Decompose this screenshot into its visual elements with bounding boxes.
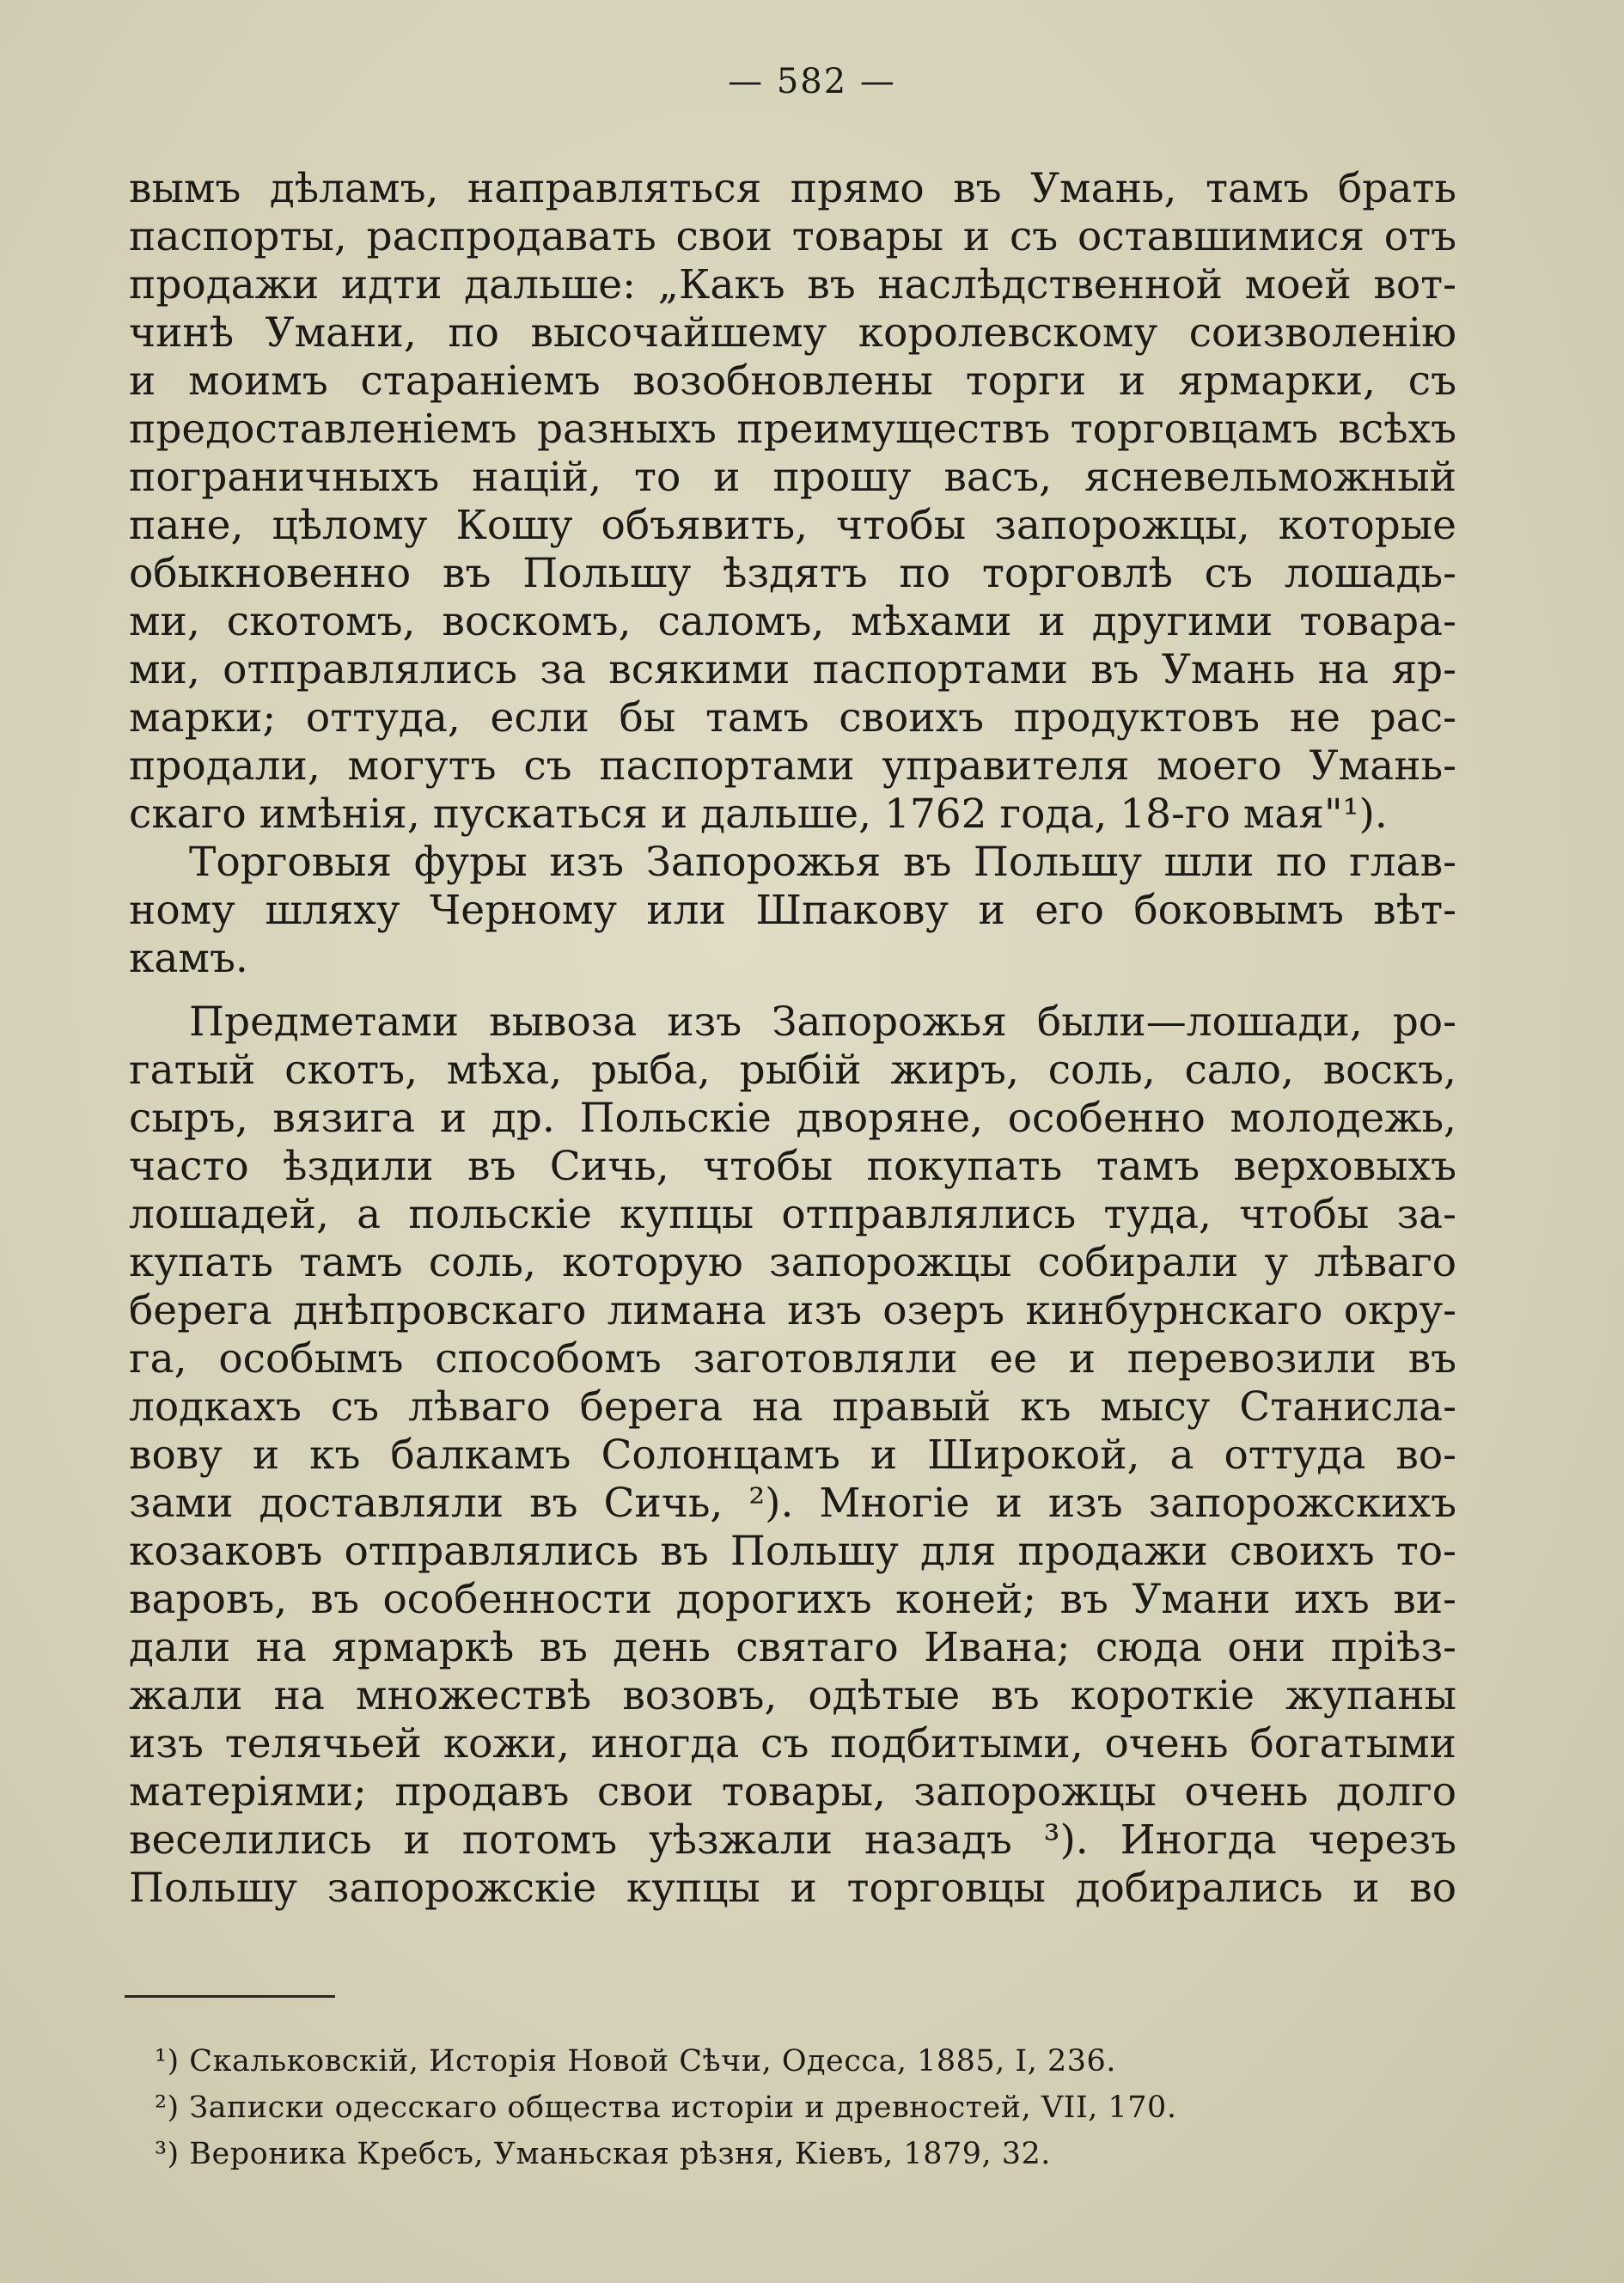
text-line: предоставленіемъ разныхъ преимуществъ торговцамъ всѣхъ [129,406,1456,453]
text-line: жали на множествѣ возовъ, одѣтые въ короткіе жупаны [129,1672,1456,1719]
text-line: купать тамъ соль, которую запорожцы собирали у лѣваго [129,1239,1456,1286]
text-line: гатый скотъ, мѣха, рыба, рыбій жиръ, соль, сало, воскъ, [129,1047,1456,1094]
text-line: га, особымъ способомъ заготовляли ее и перевозили въ [129,1335,1456,1383]
text-line: часто ѣздили въ Сичь, чтобы покупать тамъ верховыхъ [129,1143,1456,1190]
text-line: лошадей, а польскіе купцы отправлялись туда, чтобы за- [129,1191,1456,1238]
text-line: ми, скотомъ, воскомъ, саломъ, мѣхами и другими товара- [129,598,1456,645]
text-line: Предметами вывоза изъ Запорожья были—лошади, ро- [189,998,1456,1046]
text-line: берега днѣпровскаго лимана изъ озеръ кинбурнскаго окру- [129,1287,1456,1334]
body-text [129,165,1456,1913]
text-line: паспорты, распродавать свои товары и съ оставшимися отъ [129,213,1456,260]
text-line: продажи идти дальше: „Какъ въ наслѣдственной моей вот- [129,261,1456,308]
text-line: вымъ дѣламъ, направляться прямо въ Умань, тамъ брать [129,165,1456,212]
text-line: пане, цѣлому Кошу объявить, чтобы запорожцы, которые [129,502,1456,549]
text-line: лодкахъ съ лѣваго берега на правый къ мысу Станисла- [129,1383,1456,1431]
text-line: дали на ярмаркѣ въ день святаго Ивана; сюда они пріѣз- [129,1624,1456,1671]
text-line: обыкновенно въ Польшу ѣздятъ по торговлѣ съ лошадь- [129,550,1456,597]
footnote-2: ²) Записки одесскаго общества исторіи и древностей, VII, 170. [155,2091,1177,2125]
text-line: пограничныхъ націй, то и прошу васъ, ясневельможный [129,454,1456,501]
text-line: матеріями; продавъ свои товары, запорожцы очень долго [129,1768,1456,1816]
text-line: марки; оттуда, если бы тамъ своихъ продуктовъ не рас- [129,694,1456,742]
text-line: вову и къ балкамъ Солонцамъ и Широкой, а оттуда во- [129,1431,1456,1479]
text-line: скаго имѣнія, пускаться и дальше, 1762 года, 18-го мая"¹). [129,791,1388,838]
footnote-1: ¹) Скальковскій, Исторія Новой Сѣчи, Одесса, 1885, I, 236. [155,2044,1116,2079]
text-line: и моимъ стараніемъ возобновлены торги и ярмарки, съ [129,357,1456,405]
text-line: варовъ, въ особенности дорогихъ коней; въ Умани ихъ ви- [129,1576,1456,1623]
text-line: веселились и потомъ уѣзжали назадъ ³). Иногда черезъ [129,1816,1456,1864]
text-line: ми, отправлялись за всякими паспортами въ Умань на яр- [129,646,1456,693]
text-line: Торговыя фуры изъ Запорожья въ Польшу шли по глав- [189,839,1456,886]
paragraph-gap [129,983,1456,998]
text-line: изъ телячьей кожи, иногда съ подбитыми, очень богатыми [129,1720,1456,1767]
text-line: ному шляху Черному или Шпакову и его боковымъ вѣт- [129,887,1456,934]
footnotes [155,2038,1272,2177]
text-line: Польшу запорожскіе купцы и торговцы добирались и во [129,1865,1456,1912]
text-line: козаковъ отправлялись въ Польшу для продажи своихъ то- [129,1528,1456,1575]
text-line: продали, могутъ съ паспортами управителя моего Умань- [129,742,1456,790]
text-line: камъ. [129,935,248,982]
text-line: чинѣ Умани, по высочайшему королевскому соизволенію [129,309,1456,357]
footnote-separator [125,1995,335,1998]
text-line: сыръ, вязига и др. Польскіе дворяне, особенно молодежь, [129,1095,1456,1142]
text-line: зами доставляли въ Сичь, ²). Многіе и изъ запорожскихъ [129,1480,1456,1527]
page-number: — 582 — [728,62,896,101]
footnote-3: ³) Вероника Кребсъ, Уманьская рѣзня, Кіевъ, 1879, 32. [155,2137,1051,2171]
